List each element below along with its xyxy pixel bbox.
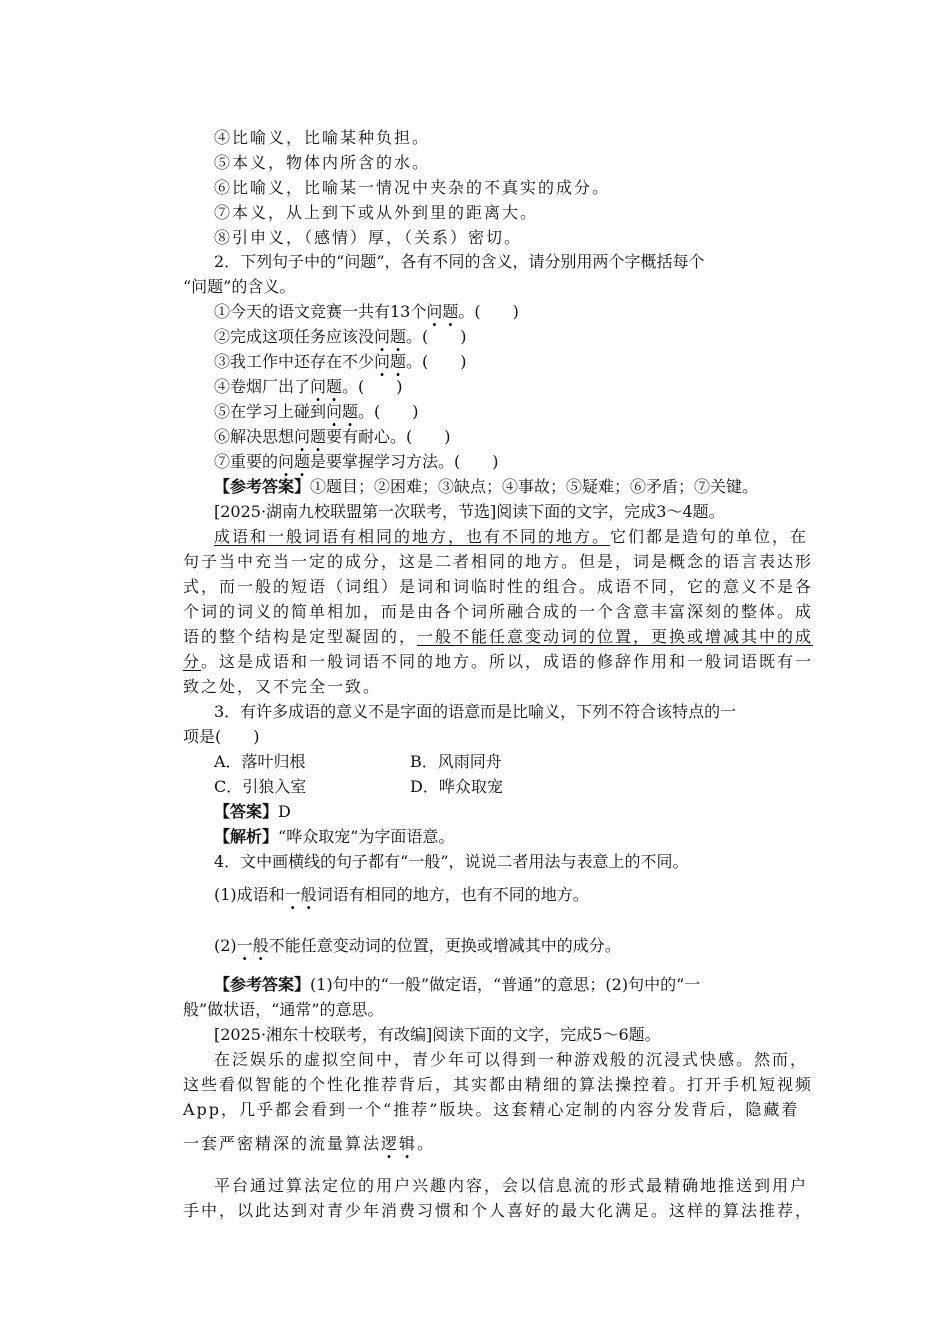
question-2-item: ③我工作中还存在不少问题。( )	[214, 352, 467, 371]
question-4-sentence-1: (1)成语和一般词语有相同的地方，也有不同的地方。	[214, 885, 589, 904]
underlined-sentence: 成语和一般词语有相同的地方，也有不同的地方。	[214, 527, 611, 546]
option-d: D．哗众取宠	[410, 777, 503, 796]
underlined-sentence: 分	[183, 652, 202, 671]
question-4-answer: 【参考答案】(1)句中的“一般”做定语，“普通”的意思；(2)句中的“一	[214, 975, 701, 994]
passage-1-line: 成语和一般词语有相同的地方，也有不同的地方。它们都是造句的单位，在	[214, 527, 809, 546]
question-2-answer: 【参考答案】①题目；②困难；③缺点；④事故；⑤疑难；⑥矛盾；⑦关键。	[214, 477, 759, 496]
question-2-item: ⑦重要的问题是要掌握学习方法。( )	[214, 452, 499, 471]
option-a: A．落叶归根	[214, 752, 306, 771]
option-b: B．风雨同舟	[410, 752, 502, 771]
analysis-label: 【解析】	[214, 827, 279, 846]
emphasis-dot-char: 般	[252, 936, 269, 955]
question-3-analysis: 【解析】“哗众取宠”为字面语意。	[214, 827, 455, 846]
question-4-answer-cont: 般”做状语，“通常”的意思。	[183, 1000, 384, 1019]
meaning-line: ⑦本义，从上到下或从外到里的距离大。	[214, 203, 539, 222]
passage-2-line: App，几乎都会看到一个“推荐”版块。这套精心定制的内容分发背后，隐藏着	[183, 1100, 800, 1119]
answer-label: 【答案】	[214, 802, 279, 821]
question-4-stem: 4．文中画横线的句子都有“一般”，说说二者用法与表意上的不同。	[214, 852, 689, 871]
emphasis-dot-char: 题	[294, 452, 311, 471]
passage-2-line: 这些看似智能的个性化推荐背后，其实都由精细的算法操控着。打开手机短视频	[183, 1075, 814, 1094]
question-4-sentence-2: (2)一般不能任意变动词的位置，更换或增减其中的成分。	[214, 936, 621, 955]
question-2-stem: 2．下列句子中的“问题”，各有不同的含义，请分别用两个字概括每个	[214, 252, 705, 271]
emphasis-dot-char: 般	[300, 885, 317, 904]
passage-2-source: [2025·湘东十校联考，有改编]阅读下面的文字，完成5～6题。	[214, 1025, 661, 1044]
question-2-item: ②完成这项任务应该没问题。( )	[214, 327, 467, 346]
question-2-item: ①今天的语文竞赛一共有13个问题。( )	[214, 302, 519, 321]
passage-2-line: 平台通过算法定位的用户兴趣内容，会以信息流的形式最精确地推送到用户	[214, 1176, 809, 1195]
emphasis-dot-char: 一	[284, 885, 301, 904]
emphasis-dot-char: 题	[342, 402, 359, 421]
emphasis-dot-char: 题	[390, 327, 407, 346]
question-2-stem-cont: “问题”的含义。	[183, 277, 296, 296]
meaning-line: ⑧引申义，（感情）厚，（关系）密切。	[214, 228, 523, 247]
emphasis-dot-char: 题	[442, 302, 459, 321]
question-3-stem: 3．有许多成语的意义不是字面的语意而是比喻义，下列不符合该特点的一	[214, 702, 737, 721]
emphasis-dot-char: 问	[294, 427, 311, 446]
passage-1-line: 式，而一般的短语（词组）是词和词临时性的组合。成语不同，它的意义不是各	[183, 577, 814, 596]
emphasis-dot-char: 问	[374, 327, 391, 346]
passage-2-line: 手中，以此达到对青少年消费习惯和个人喜好的最大化满足。这样的算法推荐，	[183, 1201, 814, 1220]
answer-label: 【参考答案】	[214, 477, 311, 496]
emphasis-dot-char: 一	[236, 936, 253, 955]
emphasis-dot-char: 问	[374, 352, 391, 371]
emphasis-dot-char: 辑	[399, 1134, 418, 1153]
emphasis-dot-char: 题	[310, 427, 327, 446]
question-3-answer: 【答案】D	[214, 802, 291, 821]
passage-1-line: 致之处，又不完全一致。	[183, 677, 382, 696]
question-2-item: ④卷烟厂出了问题。( )	[214, 377, 403, 396]
passage-1-source: [2025·湖南九校联盟第一次联考，节选]阅读下面的文字，完成3～4题。	[214, 502, 725, 521]
question-2-item: ⑤在学习上碰到问题。( )	[214, 402, 419, 421]
meaning-line: ④比喻义，比喻某种负担。	[214, 128, 431, 147]
passage-1-line: 语的整个结构是定型凝固的，一般不能任意变动词的位置，更换或增减其中的成	[183, 627, 814, 646]
passage-1-line: 句子当中充当一定的成分，这是二者相同的地方。但是，词是概念的语言表达形	[183, 552, 814, 571]
meaning-line: ⑤本义，物体内所含的水。	[214, 153, 431, 172]
option-c: C．引狼入室	[214, 777, 307, 796]
passage-1-line: 分。这是成语和一般词语不同的地方。所以，成语的修辞作用和一般词语既有一	[183, 652, 814, 671]
meaning-line: ⑥比喻义，比喻某一情况中夹杂的不真实的成分。	[214, 178, 611, 197]
emphasis-dot-char: 逻	[381, 1134, 400, 1153]
emphasis-dot-char: 问	[278, 452, 295, 471]
underlined-sentence: 一般不能任意变动词的位置，更换或增减其中的成	[417, 627, 814, 646]
passage-2-line: 一套严密精深的流量算法逻辑。	[183, 1134, 436, 1153]
question-3-stem-cont: 项是( )	[183, 727, 260, 746]
emphasis-dot-char: 题	[326, 377, 343, 396]
emphasis-dot-char: 问	[310, 377, 327, 396]
answer-label: 【参考答案】	[214, 975, 311, 994]
emphasis-dot-char: 问	[426, 302, 443, 321]
passage-2-line: 在泛娱乐的虚拟空间中，青少年可以得到一种游戏般的沉浸式快感。然而，	[214, 1050, 809, 1069]
emphasis-dot-char: 题	[390, 352, 407, 371]
emphasis-dot-char: 问	[326, 402, 343, 421]
passage-1-line: 个词的词义的简单相加，而是由各个词所融合成的一个含意丰富深刻的整体。成	[183, 602, 814, 621]
question-2-item: ⑥解决思想问题要有耐心。( )	[214, 427, 451, 446]
